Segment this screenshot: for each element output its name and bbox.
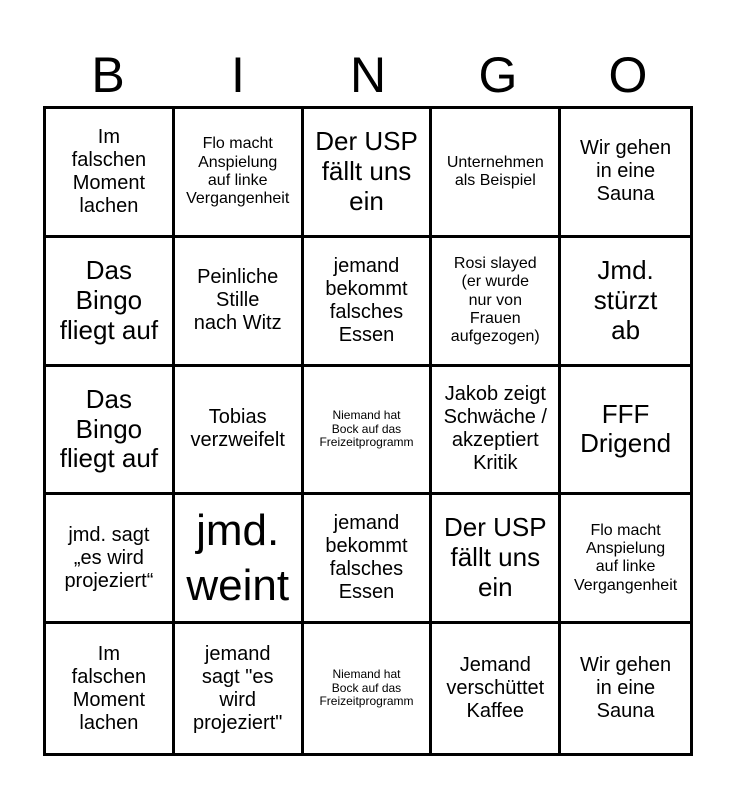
- bingo-cell-text: Im falschen Moment lachen: [71, 125, 147, 217]
- bingo-cell-r5-c4[interactable]: [432, 624, 561, 753]
- bingo-cell-r3-c5[interactable]: [561, 367, 690, 496]
- header-letter-i: I: [231, 47, 245, 103]
- bingo-cell-text: Das Bingo fliegt auf: [59, 254, 159, 345]
- header-letter-o: O: [608, 47, 648, 103]
- bingo-cell-text: jemand bekommt falsches Essen: [325, 512, 408, 604]
- bingo-cell-text: Der USP fällt uns ein: [315, 126, 418, 216]
- bingo-cell-text: jmd. sagt „es wird projeziert“: [64, 523, 154, 592]
- header-letter-b: B: [91, 47, 125, 103]
- bingo-cell-r3-c4[interactable]: [432, 367, 561, 496]
- bingo-cell-r4-c4[interactable]: [432, 495, 561, 624]
- bingo-cell-r4-c2[interactable]: [175, 495, 304, 624]
- bingo-cell-r4-c5[interactable]: [561, 495, 690, 624]
- bingo-cell-r4-c3[interactable]: [304, 495, 433, 624]
- bingo-cell-r3-c1[interactable]: [46, 367, 175, 496]
- bingo-board: [43, 106, 693, 756]
- bingo-cell-text: Der USP fällt uns ein: [444, 512, 547, 603]
- bingo-cell-r2-c4[interactable]: [432, 238, 561, 367]
- bingo-cell-text: Jemand verschüttet Kaffee: [446, 654, 545, 723]
- bingo-cell-r5-c1[interactable]: [46, 624, 175, 753]
- bingo-cell-r1-c5[interactable]: [561, 109, 690, 238]
- bingo-cell-r2-c2[interactable]: [175, 238, 304, 367]
- bingo-cell-text: jemand sagt "es wird projeziert": [193, 642, 283, 734]
- bingo-cell-r2-c1[interactable]: [46, 238, 175, 367]
- bingo-cell-r4-c1[interactable]: [46, 495, 175, 624]
- bingo-cell-r5-c5[interactable]: [561, 624, 690, 753]
- bingo-cell-r5-c3[interactable]: [304, 624, 433, 753]
- bingo-cell-text: FFF Drigend: [580, 398, 672, 459]
- bingo-cell-text: Tobias verzweifelt: [190, 406, 285, 452]
- bingo-cell-r2-c5[interactable]: [561, 238, 690, 367]
- bingo-cell-text: Flo macht Anspielung auf linke Vergangenheit: [573, 521, 678, 594]
- bingo-header: [43, 44, 693, 106]
- bingo-cell-r3-c3[interactable]: [304, 367, 433, 496]
- bingo-cell-r1-c4[interactable]: [432, 109, 561, 238]
- bingo-cell-r1-c2[interactable]: [175, 109, 304, 238]
- bingo-cell-text: Das Bingo fliegt auf: [59, 383, 159, 474]
- bingo-cell-text: Im falschen Moment lachen: [71, 642, 147, 734]
- bingo-cell-r5-c2[interactable]: [175, 624, 304, 753]
- bingo-cell-text: Flo macht Anspielung auf linke Vergangenheit: [186, 135, 290, 208]
- bingo-cell-text: Wir gehen in eine Sauna: [580, 137, 672, 206]
- bingo-cell-r1-c3[interactable]: [304, 109, 433, 238]
- bingo-cell-text: Niemand hat Bock auf das Freizeitprogramm: [319, 407, 414, 450]
- bingo-cell-text: Rosi slayed (er wurde nur von Frauen aufgezogen): [450, 254, 540, 346]
- bingo-cell-text: Niemand hat Bock auf das Freizeitprogramm: [319, 666, 414, 709]
- header-letter-g: G: [478, 47, 518, 103]
- bingo-cell-r3-c2[interactable]: [175, 367, 304, 496]
- bingo-cell-r2-c3[interactable]: [304, 238, 433, 367]
- bingo-cell-text: Jakob zeigt Schwäche / akzeptiert Kritik: [443, 383, 547, 475]
- bingo-cell-text: jmd. weint: [186, 506, 290, 611]
- bingo-cell-r1-c1[interactable]: [46, 109, 175, 238]
- bingo-cell-text: jemand bekommt falsches Essen: [325, 254, 408, 346]
- bingo-cell-text: Unternehmen als Beispiel: [446, 153, 544, 189]
- bingo-cell-text: Jmd. stürzt ab: [593, 254, 658, 345]
- bingo-cell-text: Wir gehen in eine Sauna: [580, 654, 672, 723]
- bingo-cell-text: Peinliche Stille nach Witz: [193, 266, 282, 335]
- header-letter-n: N: [349, 47, 387, 103]
